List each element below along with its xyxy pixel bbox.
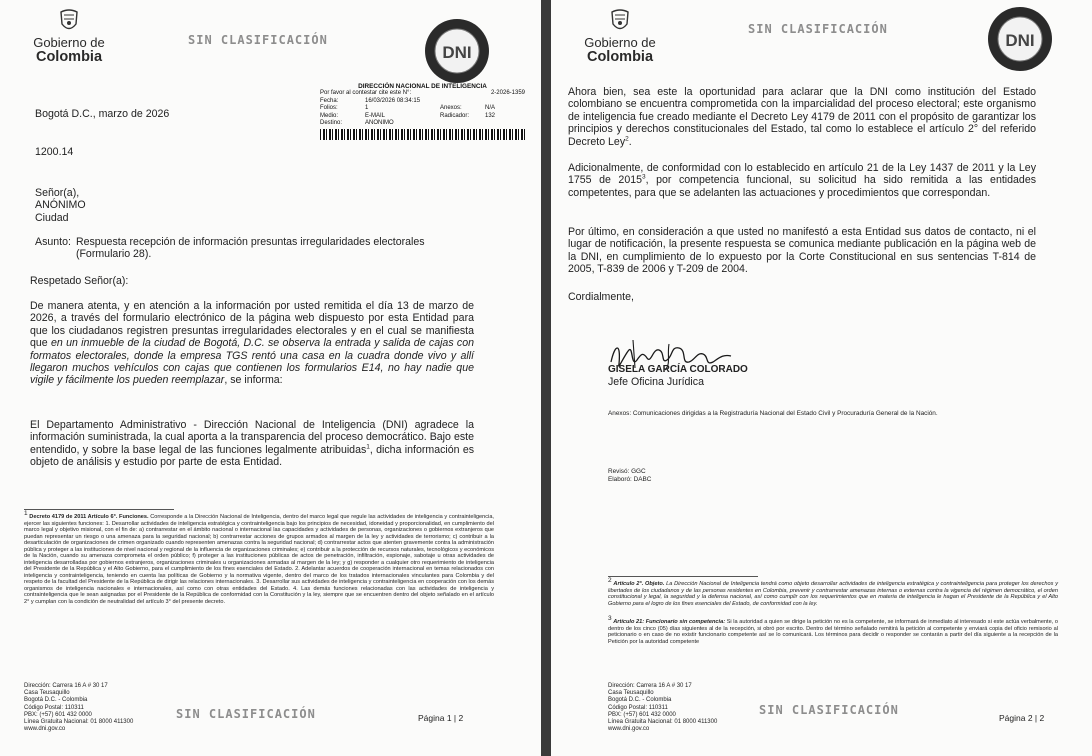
dni-seal-logo (987, 6, 1053, 72)
subject-text: Respuesta recepción de información presuntas irregularidades electorales (Formulario 28). (75, 236, 425, 261)
coat-of-arms-icon (58, 8, 80, 34)
footer-addr-line-1: Dirección: Carrera 16 A # 30 17 (608, 683, 692, 689)
classification-header: SIN CLASIFICACIÓN (748, 22, 888, 36)
paragraph-1-quote: en un inmueble de la ciudad de Bogotá, D.C. se observa la entrada y salida de cajas con formatos electorales, donde la empresa TGS rentó una casa en la cuadra donde vivo y allí llegaron muchos vehículos con cajas que contienen los formularios E14, no hay nadie que vigile y fácilmente los pueden reemplazar (30, 337, 475, 387)
footer-addr-line-2: Casa Teusaquillo (608, 690, 654, 697)
folios-value: 1 (365, 105, 369, 112)
paragraph-2-b: , dicha información es objeto de análisis y estudio por parte de esta Entidad. (30, 443, 475, 469)
document-code: 1200.14 (35, 146, 74, 158)
p2-paragraph-1 (568, 86, 1036, 148)
gobierno-de-colombia-logo (575, 8, 665, 65)
gov-line-2: Colombia (35, 49, 103, 65)
paragraph-1-end: , se informa: (224, 374, 283, 387)
gov-line-1: Gobierno de (33, 35, 105, 50)
radicado-stamp (320, 83, 525, 140)
classification-header: SIN CLASIFICACIÓN (188, 33, 328, 47)
place-date: Bogotá D.C., marzo de 2026 (35, 108, 170, 120)
coat-of-arms-icon (609, 8, 631, 34)
cite-label: Por favor al contestar cite este N°: (320, 90, 412, 97)
paragraph-1 (30, 300, 474, 387)
footer-addr-line-4: Código Postal: 110311 (24, 704, 84, 711)
anexos-value: N/A (485, 105, 496, 112)
footer-website: www.dni.gov.co (24, 726, 66, 733)
medio-label: Medio: (320, 112, 339, 119)
footnote-1-text: Corresponde a la Dirección Nacional de Inteligencia, dentro del marco legal que regule las actividades de inteligencia y contrainteligencia, ejercer las siguientes funciones: 1. Desarrollar actividades de inteligencia estratégica y contrainteligencia bajo los principios de necesidad, idoneidad y proporcionalidad, en cumplimiento del marco legal y objetivo misional, con el fin de: a) contrarrestar en el ámbito nacional o internacional las capacidades y actividades de personas, organizaciones o gobiernos extranjeros que puedan representar un riesgo o una amenaza para la seguridad nacional; b) contrarrestar acciones de grupos armados al margen de la ley y actividades de terrorismo; c) contribuir a la desarticulación de organizaciones de crimen organizado cuando representen amenazas contra la seguridad nacional; d) contrarrestar actos que atenten gravemente contra la administración pública y proteger a las instituciones de nivel nacional y regional de la influencia de organizaciones criminales; e) contribuir a la protección de recursos naturales, tecnológicos y económicos de la Nación, cuando su amenaza comprometa el orden público; f) proteger a las instituciones públicas de actos de penetración, infiltración, espionaje, sabotaje u otras actividades de inteligencia desarrolladas por gobiernos extranjeros, organizaciones criminales u organizaciones armadas al margen de la ley; y g) responder a cualquier otro requerimiento de inteligencia del Presidente de la República y el Alto Gobierno, para el cumplimiento de los fines esenciales del Estado. 2. Adelantar acuerdos de cooperación internacional en temas relacionados con inteligencia y contrainteligencia, teniendo en cuenta las políticas de Gobierno y la normativa vigente, dentro del marco de los tratados internacionales vinculantes para Colombia y del respeto de la facultad del Presidente de la República de dirigir las relaciones internacionales. 3. Desarrollar sus actividades de inteligencia y contrainteligencia en cooperación con los demás organismos de inteligencia nacionales e internacionales, así como con otras entidades del Estado. 4. Las demás funciones relacionadas con las actividades de inteligencia y contrainteligencia que le sean asignadas por el Presidente de la República de conformidad con la Constitución y la ley, siempre que se encuentren dentro del objeto señalado en el artículo 2° y cumplan con la condición de neutralidad del artículo 3° del presente decreto. (24, 514, 494, 605)
footnote-divider (24, 509, 174, 510)
footnote-divider (608, 576, 758, 577)
p2-paragraph-2 (568, 162, 1036, 199)
classification-footer: SIN CLASIFICACIÓN (176, 707, 316, 721)
footnote-2-num: 2 (608, 577, 612, 585)
dni-seal-logo (424, 18, 490, 84)
footer-addr-line-5: PBX: (+57) 601 432 0000 (608, 711, 676, 718)
footnote-2 (608, 577, 1058, 607)
page-number: Página 1 | 2 (418, 713, 464, 723)
footer-addr-line-4: Código Postal: 110311 (608, 704, 668, 711)
document-page-2 (551, 0, 1092, 756)
gov-line-2: Colombia (586, 49, 654, 65)
footer-addr-line-6: Línea Gratuita Nacional: 01 8000 411300 (608, 719, 718, 726)
footnote-ref-2: 2 (625, 135, 629, 143)
footnote-1 (24, 510, 494, 605)
footer-addr-line-3: Bogotá D.C. - Colombia (24, 697, 88, 704)
paragraph-2 (30, 419, 474, 469)
footnote-ref-3: 3 (642, 173, 646, 181)
radicador-value: 132 (485, 112, 496, 119)
fecha-value: 16/03/2026 08:34:15 (365, 97, 421, 104)
signer-title: Jefe Oficina Jurídica (608, 376, 704, 388)
p2-paragraph-1-a: Ahora bien, sea este la oportunidad para aclarar que la DNI como institución del Estado colombiano se encuentra comprometida con la imparcialidad del proceso electoral; este organismo de inteligencia fue creado mediante el Decreto Ley 4179 de 2011 con el propósito de garantizar los principios y derechos constitucionales del Estado, tal como lo establece el artículo 2° del referido Decreto Ley (568, 86, 1036, 148)
footnote-1-title: Decreto 4179 de 2011 Artículo 6°. Funciones. (29, 514, 149, 520)
destino-label: Destino: (320, 120, 343, 127)
document-page-1 (0, 0, 541, 756)
recipient-salutation: Señor(a), (35, 187, 80, 199)
footer-addr-line-5: PBX: (+57) 601 432 0000 (24, 711, 92, 718)
paragraph-1-intro: De manera atenta, y en atención a la información por usted remitida el día 13 de marzo de 2026, a través del formulario electrónico de la página web dispuesto por esta Entidad para que los ciudadanos registren presuntas irregularidades electorales y en el cual se manifiesta que (30, 300, 474, 350)
footer-addr-line-1: Dirección: Carrera 16 A # 30 17 (24, 683, 108, 689)
anexos-label: Anexos: (440, 105, 462, 112)
stamp-title: DIRECCIÓN NACIONAL DE INTELIGENCIA (358, 83, 487, 90)
elaboro: Elaboró: DABC (608, 476, 652, 483)
footnote-3-text: Si la autoridad a quien se dirige la petición no es la competente, se informará de inmediato al interesado si este actúa verbalmente, o dentro de los cinco (05) días siguientes al de la recepción, si obró por escrito. Dentro del término señalado remitirá la petición al competente y enviará copia del oficio remisorio al peticionario o en caso de no existir funcionario competente así se lo comunicará. Los términos para decidir o responder se contarán a partir del día siguiente a la recepción de la Petición por la autoridad competente (608, 619, 1058, 645)
medio-value: E-MAIL (365, 112, 386, 119)
p2-paragraph-1-b: . (628, 135, 632, 148)
page-number: Página 2 | 2 (999, 713, 1045, 723)
recipient-city: Ciudad (35, 211, 69, 224)
p2-paragraph-2-a: Adicionalmente, de conformidad con lo establecido en artículo 21 de la Ley 1437 de 2011 y la Ley 1755 de 2015 (568, 162, 1036, 187)
footnote-ref-1: 1 (366, 443, 370, 451)
folios-label: Folios: (320, 105, 338, 112)
recipient-name: ANÓNIMO (35, 199, 86, 212)
subject-block (35, 236, 480, 261)
recipient-block (35, 187, 86, 224)
radicador-label: Radicador: (440, 112, 470, 119)
barcode (320, 129, 525, 140)
closing: Cordialmente, (568, 291, 634, 303)
annex-note: Anexos: Comunicaciones dirigidas a la Registraduría Nacional del Estado Civil y Procuraduría General de la Nación. (608, 410, 938, 417)
gov-line-1: Gobierno de (584, 35, 656, 50)
footnote-1-num: 1 (24, 510, 28, 518)
seal-text: DNI (1005, 31, 1035, 50)
p2-paragraph-2-b: , por competencia funcional, su solicitud ha sido remitida a las entidades competentes, para que se adelanten las actuaciones y procedimientos que correspondan. (568, 174, 1037, 199)
seal-text: DNI (442, 43, 472, 62)
footnote-2-title: Artículo 2°. Objeto. (613, 581, 665, 587)
gobierno-de-colombia-logo (24, 8, 114, 65)
reviso: Revisó: GGC (608, 468, 646, 475)
cite-value: 2-2026-1359 (490, 90, 525, 97)
footer-website: www.dni.gov.co (608, 726, 650, 733)
footer-addr-line-3: Bogotá D.C. - Colombia (608, 697, 672, 704)
footnote-3 (608, 615, 1058, 645)
footer-address (24, 683, 133, 733)
p2-paragraph-3: Por último, en consideración a que usted no manifestó a esta Entidad sus datos de contacto, ni el lugar de notificación, la presente respuesta se comunica mediante publicación en la página web de la DNI, en cumplimiento de lo expuesto por la Corte Constitucional en sus sentencias T-814 de 2005, T-839 de 2006 y T-209 de 2004. (568, 226, 1036, 276)
classification-footer: SIN CLASIFICACIÓN (759, 703, 899, 717)
footnote-3-num: 3 (608, 615, 612, 623)
paragraph-2-a: El Departamento Administrativo - Dirección Nacional de Inteligencia (DNI) agradece la información suministrada, la cual aporta a la transparencia del proceso democrático. Bajo este entendido, y sobre la base legal de las funciones legalmente atribuidas (30, 419, 474, 456)
footer-addr-line-6: Línea Gratuita Nacional: 01 8000 411300 (24, 719, 134, 726)
signer-name: GISELA GARCÍA COLORADO (608, 364, 748, 375)
greeting: Respetado Señor(a): (30, 275, 129, 287)
fecha-label: Fecha: (320, 97, 339, 104)
subject-label: Asunto: (35, 236, 71, 248)
footer-addr-line-2: Casa Teusaquillo (24, 690, 70, 697)
footer-address (608, 683, 717, 733)
destino-value: ANONIMO (365, 120, 394, 127)
footnote-2-text: La Dirección Nacional de Inteligencia tendrá como objeto desarrollar actividades de inteligencia estratégica y contrainteligencia para proteger los derechos y libertades de los ciudadanos y de las personas residentes en Colombia, prevenir y contrarrestar amenazas internas o externas contra la vigencia del régimen democrático, el orden constitucional y legal, la seguridad y la defensa nacional, así como cumplir con los requerimientos que en materia de inteligencia le hagan el Presidente de la República y el Alto Gobierno para el logro de los fines esenciales del Estado, de conformidad con la ley. (608, 581, 1058, 607)
footnote-3-title: Artículo 21: Funcionario sin competencia: (613, 619, 726, 625)
